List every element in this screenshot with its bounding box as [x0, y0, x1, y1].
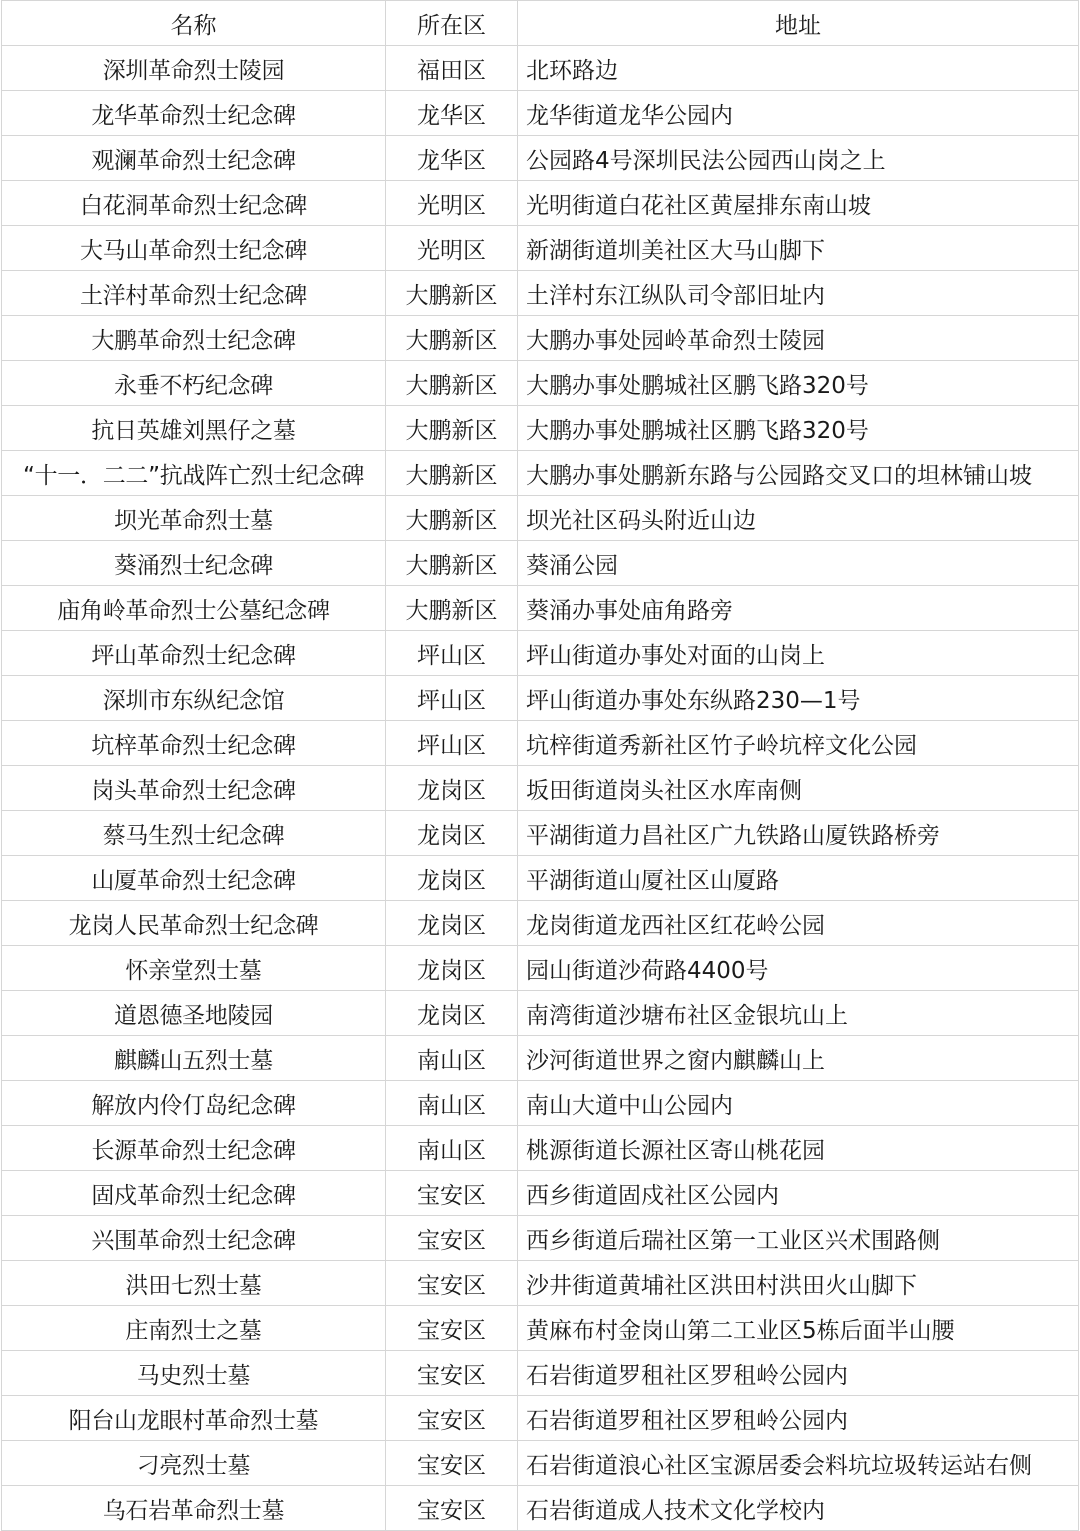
table-row	[2, 631, 1079, 676]
cell-address: 葵涌公园	[518, 541, 1079, 586]
table-body	[2, 46, 1079, 1531]
cell-name: 坑梓革命烈士纪念碑	[2, 721, 386, 766]
cell-district: 大鹏新区	[386, 541, 518, 586]
header-address: 地址	[518, 1, 1079, 46]
cell-district: 坪山区	[386, 676, 518, 721]
cell-address: 龙岗街道龙西社区红花岭公园	[518, 901, 1079, 946]
cell-address: 石岩街道罗租社区罗租岭公园内	[518, 1351, 1079, 1396]
table-row	[2, 91, 1079, 136]
cell-district: 宝安区	[386, 1306, 518, 1351]
cell-address: 新湖街道圳美社区大马山脚下	[518, 226, 1079, 271]
cell-district: 宝安区	[386, 1261, 518, 1306]
table-header	[2, 1, 1079, 46]
cell-name: 怀亲堂烈士墓	[2, 946, 386, 991]
cell-address: 龙华街道龙华公园内	[518, 91, 1079, 136]
cell-address: 光明街道白花社区黄屋排东南山坡	[518, 181, 1079, 226]
cell-address: 坝光社区码头附近山边	[518, 496, 1079, 541]
table-row	[2, 676, 1079, 721]
table-row	[2, 946, 1079, 991]
table-row	[2, 766, 1079, 811]
cell-district: 宝安区	[386, 1486, 518, 1531]
cell-name: 深圳市东纵纪念馆	[2, 676, 386, 721]
cell-district: 宝安区	[386, 1396, 518, 1441]
table-row	[2, 271, 1079, 316]
table-row	[2, 1306, 1079, 1351]
cell-district: 大鹏新区	[386, 406, 518, 451]
table-row	[2, 316, 1079, 361]
cell-name: 麒麟山五烈士墓	[2, 1036, 386, 1081]
cell-name: 道恩德圣地陵园	[2, 991, 386, 1036]
table-row	[2, 856, 1079, 901]
cell-name: 观澜革命烈士纪念碑	[2, 136, 386, 181]
cell-district: 南山区	[386, 1036, 518, 1081]
cell-district: 坪山区	[386, 631, 518, 676]
cell-name: 山厦革命烈士纪念碑	[2, 856, 386, 901]
cell-district: 南山区	[386, 1081, 518, 1126]
table-row	[2, 1396, 1079, 1441]
table-row	[2, 991, 1079, 1036]
memorials-table	[1, 0, 1079, 1531]
cell-name: 大鹏革命烈士纪念碑	[2, 316, 386, 361]
cell-name: 深圳革命烈士陵园	[2, 46, 386, 91]
header-name: 名称	[2, 1, 386, 46]
cell-district: 大鹏新区	[386, 361, 518, 406]
cell-name: 龙岗人民革命烈士纪念碑	[2, 901, 386, 946]
table-row	[2, 1261, 1079, 1306]
cell-address: 北环路边	[518, 46, 1079, 91]
cell-district: 宝安区	[386, 1441, 518, 1486]
table-row	[2, 586, 1079, 631]
table-row	[2, 1441, 1079, 1486]
table-row	[2, 1351, 1079, 1396]
table-row	[2, 361, 1079, 406]
cell-district: 福田区	[386, 46, 518, 91]
table-row	[2, 1081, 1079, 1126]
cell-address: 南湾街道沙塘布社区金银坑山上	[518, 991, 1079, 1036]
cell-address: 土洋村东江纵队司令部旧址内	[518, 271, 1079, 316]
table-row	[2, 406, 1079, 451]
table-row	[2, 136, 1079, 181]
cell-name: 马史烈士墓	[2, 1351, 386, 1396]
cell-name: “十一．二二”抗战阵亡烈士纪念碑	[2, 451, 386, 496]
cell-name: 解放内伶仃岛纪念碑	[2, 1081, 386, 1126]
cell-address: 葵涌办事处庙角路旁	[518, 586, 1079, 631]
cell-district: 龙华区	[386, 91, 518, 136]
table-row	[2, 496, 1079, 541]
cell-address: 石岩街道浪心社区宝源居委会料坑垃圾转运站右侧	[518, 1441, 1079, 1486]
cell-name: 白花洞革命烈士纪念碑	[2, 181, 386, 226]
cell-district: 龙岗区	[386, 946, 518, 991]
table-row	[2, 541, 1079, 586]
cell-name: 乌石岩革命烈士墓	[2, 1486, 386, 1531]
cell-address: 石岩街道成人技术文化学校内	[518, 1486, 1079, 1531]
cell-district: 大鹏新区	[386, 451, 518, 496]
cell-name: 坝光革命烈士墓	[2, 496, 386, 541]
cell-name: 大马山革命烈士纪念碑	[2, 226, 386, 271]
cell-name: 洪田七烈士墓	[2, 1261, 386, 1306]
cell-address: 沙井街道黄埔社区洪田村洪田火山脚下	[518, 1261, 1079, 1306]
cell-district: 宝安区	[386, 1351, 518, 1396]
table-row	[2, 901, 1079, 946]
cell-address: 平湖街道力昌社区广九铁路山厦铁路桥旁	[518, 811, 1079, 856]
table-row	[2, 721, 1079, 766]
cell-district: 坪山区	[386, 721, 518, 766]
cell-name: 蔡马生烈士纪念碑	[2, 811, 386, 856]
cell-district: 龙岗区	[386, 856, 518, 901]
cell-address: 桃源街道长源社区寄山桃花园	[518, 1126, 1079, 1171]
cell-district: 大鹏新区	[386, 316, 518, 361]
cell-address: 平湖街道山厦社区山厦路	[518, 856, 1079, 901]
cell-district: 大鹏新区	[386, 271, 518, 316]
cell-address: 大鹏办事处鹏城社区鹏飞路320号	[518, 406, 1079, 451]
cell-address: 大鹏办事处园岭革命烈士陵园	[518, 316, 1079, 361]
cell-name: 庙角岭革命烈士公墓纪念碑	[2, 586, 386, 631]
cell-district: 光明区	[386, 226, 518, 271]
cell-name: 固戍革命烈士纪念碑	[2, 1171, 386, 1216]
cell-name: 坪山革命烈士纪念碑	[2, 631, 386, 676]
header-row	[2, 1, 1079, 46]
table-row	[2, 1486, 1079, 1531]
cell-address: 大鹏办事处鹏城社区鹏飞路320号	[518, 361, 1079, 406]
cell-name: 土洋村革命烈士纪念碑	[2, 271, 386, 316]
cell-name: 岗头革命烈士纪念碑	[2, 766, 386, 811]
table-row	[2, 811, 1079, 856]
cell-address: 西乡街道固戍社区公园内	[518, 1171, 1079, 1216]
cell-name: 永垂不朽纪念碑	[2, 361, 386, 406]
cell-district: 大鹏新区	[386, 586, 518, 631]
cell-district: 宝安区	[386, 1171, 518, 1216]
cell-name: 葵涌烈士纪念碑	[2, 541, 386, 586]
table-row	[2, 46, 1079, 91]
cell-address: 坪山街道办事处东纵路230—1号	[518, 676, 1079, 721]
table-row	[2, 1036, 1079, 1081]
cell-address: 黄麻布村金岗山第二工业区5栋后面半山腰	[518, 1306, 1079, 1351]
table-row	[2, 226, 1079, 271]
cell-address: 沙河街道世界之窗内麒麟山上	[518, 1036, 1079, 1081]
cell-address: 公园路4号深圳民法公园西山岗之上	[518, 136, 1079, 181]
table-row	[2, 1216, 1079, 1261]
cell-name: 兴围革命烈士纪念碑	[2, 1216, 386, 1261]
cell-address: 大鹏办事处鹏新东路与公园路交叉口的坦林铺山坡	[518, 451, 1079, 496]
cell-name: 阳台山龙眼村革命烈士墓	[2, 1396, 386, 1441]
cell-address: 坑梓街道秀新社区竹子岭坑梓文化公园	[518, 721, 1079, 766]
table-row	[2, 181, 1079, 226]
cell-district: 龙华区	[386, 136, 518, 181]
cell-address: 园山街道沙荷路4400号	[518, 946, 1079, 991]
cell-name: 抗日英雄刘黑仔之墓	[2, 406, 386, 451]
cell-address: 西乡街道后瑞社区第一工业区兴术围路侧	[518, 1216, 1079, 1261]
cell-address: 坪山街道办事处对面的山岗上	[518, 631, 1079, 676]
cell-district: 大鹏新区	[386, 496, 518, 541]
table-row	[2, 1171, 1079, 1216]
cell-district: 光明区	[386, 181, 518, 226]
table-row	[2, 451, 1079, 496]
cell-address: 石岩街道罗租社区罗租岭公园内	[518, 1396, 1079, 1441]
cell-name: 刁亮烈士墓	[2, 1441, 386, 1486]
cell-name: 长源革命烈士纪念碑	[2, 1126, 386, 1171]
cell-address: 坂田街道岗头社区水库南侧	[518, 766, 1079, 811]
cell-name: 庄南烈士之墓	[2, 1306, 386, 1351]
cell-district: 龙岗区	[386, 811, 518, 856]
cell-district: 南山区	[386, 1126, 518, 1171]
cell-district: 龙岗区	[386, 991, 518, 1036]
cell-name: 龙华革命烈士纪念碑	[2, 91, 386, 136]
table-row	[2, 1126, 1079, 1171]
cell-address: 南山大道中山公园内	[518, 1081, 1079, 1126]
cell-district: 宝安区	[386, 1216, 518, 1261]
cell-district: 龙岗区	[386, 766, 518, 811]
cell-district: 龙岗区	[386, 901, 518, 946]
header-district: 所在区	[386, 1, 518, 46]
